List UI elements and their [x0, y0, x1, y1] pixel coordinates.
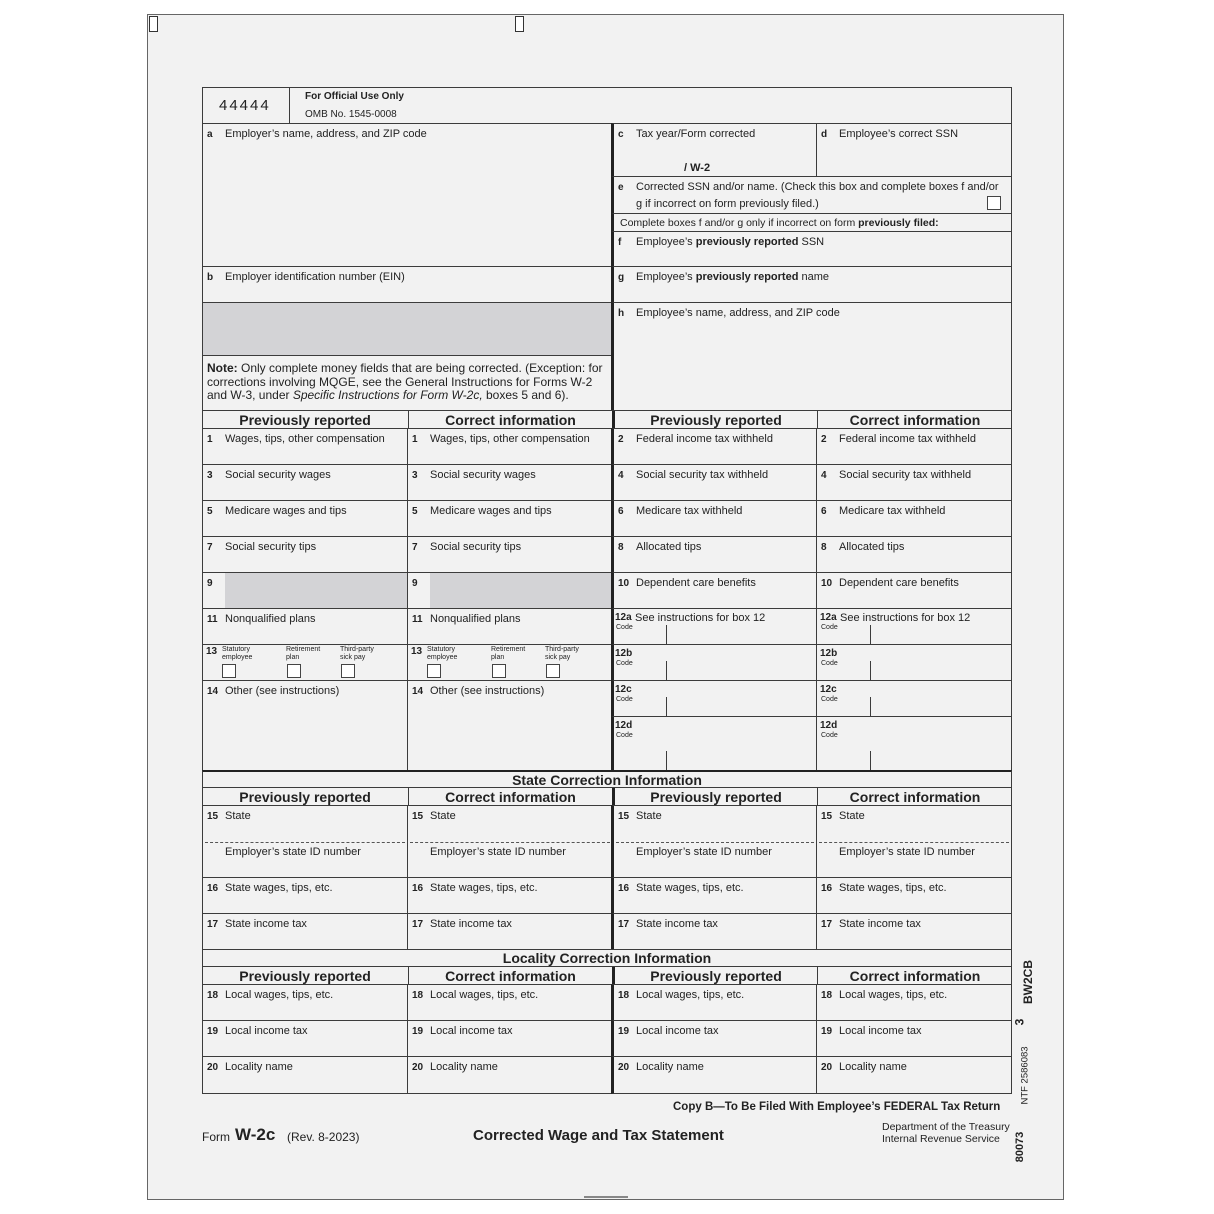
box-c-tax-year[interactable]: c Tax year/Form corrected / W-2 [611, 123, 817, 177]
box-11-correct[interactable]: 11 Nonqualified plans [407, 608, 612, 645]
box-18-correct-1[interactable]: 18 Local wages, tips, etc. [407, 984, 612, 1021]
box-20-correct-1[interactable]: 20 Locality name [407, 1056, 612, 1094]
box-b-ein[interactable]: b Employer identification number (EIN) [202, 266, 612, 303]
box-9-prev: 9 [202, 572, 408, 609]
side-code: BW2CB [1021, 960, 1035, 1004]
box-1-prev[interactable]: 1 Wages, tips, other compensation [202, 428, 408, 465]
locality-title: Locality Correction Information [502, 950, 712, 966]
box-14-prev[interactable]: 14 Other (see instructions) [202, 680, 408, 771]
box-18-prev-1[interactable]: 18 Local wages, tips, etc. [202, 984, 408, 1021]
retirement-checkbox[interactable] [492, 664, 506, 678]
box-10-correct[interactable]: 10 Dependent care benefits [816, 572, 1012, 609]
box-5-correct[interactable]: 5 Medicare wages and tips [407, 500, 612, 537]
box-7-correct[interactable]: 7 Social security tips [407, 536, 612, 573]
box-12c-correct[interactable]: 12c Code [816, 680, 1012, 717]
box-18-prev-2[interactable]: 18 Local wages, tips, etc. [611, 984, 817, 1021]
form-word: Form [202, 1130, 230, 1144]
side-ntf: NTF 2586083 [1019, 1046, 1031, 1105]
shaded-area [202, 302, 612, 356]
perforation-tab-left [149, 16, 158, 32]
box-20-prev-2[interactable]: 20 Locality name [611, 1056, 817, 1094]
box-e-checkbox[interactable] [987, 196, 1001, 210]
omb-number: OMB No. 1545-0008 [305, 109, 397, 120]
thirdparty-checkbox[interactable] [546, 664, 560, 678]
box-3-prev[interactable]: 3 Social security wages [202, 464, 408, 501]
box-19-prev-1[interactable]: 19 Local income tax [202, 1020, 408, 1057]
box-16-correct-1[interactable]: 16 State wages, tips, etc. [407, 877, 612, 914]
box-e-corrected: e Corrected SSN and/or name. (Check this box and complete boxes f and/or g if incorrect on form previously filed.) [611, 176, 1012, 214]
box-6-correct[interactable]: 6 Medicare tax withheld [816, 500, 1012, 537]
box-16-prev-2[interactable]: 16 State wages, tips, etc. [611, 877, 817, 914]
box-6-prev[interactable]: 6 Medicare tax withheld [611, 500, 817, 537]
box-12a-prev[interactable]: 12a See instructions for box 12 Code [611, 608, 817, 645]
box-19-correct-1[interactable]: 19 Local income tax [407, 1020, 612, 1057]
complete-note: Complete boxes f and/or g only if incorrect on form previously filed: [611, 213, 1012, 232]
box-f-prev-ssn[interactable]: f Employee’s previously reported SSN [611, 231, 1012, 267]
form-name: W-2c [235, 1125, 276, 1144]
box-15-correct-1[interactable]: 15 State Employer’s state ID number [407, 805, 612, 878]
box-e-label-2: g if incorrect on form previously filed.) [636, 198, 819, 210]
box-5-prev[interactable]: 5 Medicare wages and tips [202, 500, 408, 537]
state-title-band [202, 770, 1012, 788]
header-correct-2: Correct information [817, 411, 1012, 429]
w2-suffix: / W-2 [684, 162, 711, 174]
official-use-row [202, 87, 1012, 124]
form-title: Corrected Wage and Tax Statement [473, 1127, 724, 1144]
official-use-label: For Official Use Only [305, 91, 404, 102]
box-17-correct-2[interactable]: 17 State income tax [816, 913, 1012, 950]
statutory-checkbox[interactable] [222, 664, 236, 678]
box-17-prev-1[interactable]: 17 State income tax [202, 913, 408, 950]
box-4-correct[interactable]: 4 Social security tax withheld [816, 464, 1012, 501]
box-4-prev[interactable]: 4 Social security tax withheld [611, 464, 817, 501]
side-catalog: 80073 [1014, 1131, 1026, 1163]
box-12d-correct[interactable]: 12d Code [816, 716, 1012, 771]
copy-b-label: Copy B—To Be Filed With Employee’s FEDERAL Tax Return [673, 1101, 1001, 1113]
dept-treasury: Department of the Treasury [882, 1121, 1010, 1133]
retirement-checkbox[interactable] [287, 664, 301, 678]
box-14-correct[interactable]: 14 Other (see instructions) [407, 680, 612, 771]
note-text: Note: Only complete money fields that are being corrected. (Exception: for corrections involving MQGE, see the General Instructions for Forms W-2 and W-3, under Specific Instructions for Form W-2c, boxes 5 and 6). [202, 355, 612, 411]
box-12a-correct[interactable]: 12a See instructions for box 12 Code [816, 608, 1012, 645]
box-12b-prev[interactable]: 12b Code [611, 644, 817, 681]
box-16-correct-2[interactable]: 16 State wages, tips, etc. [816, 877, 1012, 914]
box-15-correct-2[interactable]: 15 State Employer’s state ID number [816, 805, 1012, 878]
box-16-prev-1[interactable]: 16 State wages, tips, etc. [202, 877, 408, 914]
box-17-correct-1[interactable]: 17 State income tax [407, 913, 612, 950]
header-correct-1: Correct information [408, 411, 612, 429]
header-prev-2: Previously reported [612, 411, 817, 429]
box-19-correct-2[interactable]: 19 Local income tax [816, 1020, 1012, 1057]
box-12c-prev[interactable]: 12c Code [611, 680, 817, 717]
box-18-correct-2[interactable]: 18 Local wages, tips, etc. [816, 984, 1012, 1021]
box-17-prev-2[interactable]: 17 State income tax [611, 913, 817, 950]
form-revision: (Rev. 8-2023) [287, 1130, 360, 1144]
box-13-correct: 13 Statutory employee Retirement plan Third-party sick pay [407, 644, 612, 681]
form-id: 44444 [219, 97, 271, 114]
box-20-prev-1[interactable]: 20 Locality name [202, 1056, 408, 1094]
box-11-prev[interactable]: 11 Nonqualified plans [202, 608, 408, 645]
locality-title-band [202, 949, 1012, 967]
box-h-employee-name[interactable]: h Employee’s name, address, and ZIP code [611, 302, 1012, 411]
box-9-correct: 9 [407, 572, 612, 609]
statutory-checkbox[interactable] [427, 664, 441, 678]
box-1-correct[interactable]: 1 Wages, tips, other compensation [407, 428, 612, 465]
side-number: 3 [1012, 1018, 1027, 1026]
perforation-tab-center [515, 16, 524, 32]
box-2-prev[interactable]: 2 Federal income tax withheld [611, 428, 817, 465]
state-headers: Previously reported Correct information Previously reported Correct information [202, 787, 1012, 806]
box-d-correct-ssn[interactable]: d Employee’s correct SSN [816, 123, 1012, 177]
box-12b-correct[interactable]: 12b Code [816, 644, 1012, 681]
bottom-tab-mark [584, 1196, 628, 1198]
thirdparty-checkbox[interactable] [341, 664, 355, 678]
box-13-prev: 13 Statutory employee Retirement plan Third-party sick pay [202, 644, 408, 681]
box-g-prev-name[interactable]: g Employee’s previously reported name [611, 266, 1012, 303]
box-12d-prev[interactable]: 12d Code [611, 716, 817, 771]
header-prev-1: Previously reported [239, 412, 371, 428]
money-headers [202, 410, 1012, 429]
box-8-prev[interactable]: 8 Allocated tips [611, 536, 817, 573]
box-7-prev[interactable]: 7 Social security tips [202, 536, 408, 573]
dept-irs: Internal Revenue Service [882, 1133, 1000, 1145]
box-3-correct[interactable]: 3 Social security wages [407, 464, 612, 501]
box-15-prev-2[interactable]: 15 State Employer’s state ID number [611, 805, 817, 878]
box-20-correct-2[interactable]: 20 Locality name [816, 1056, 1012, 1094]
locality-headers: Previously reported Correct information Previously reported Correct information [202, 966, 1012, 985]
box-19-prev-2[interactable]: 19 Local income tax [611, 1020, 817, 1057]
box-a-employer-name[interactable]: a Employer’s name, address, and ZIP code [202, 123, 612, 267]
box-2-correct[interactable]: 2 Federal income tax withheld [816, 428, 1012, 465]
box-8-correct[interactable]: 8 Allocated tips [816, 536, 1012, 573]
state-title: State Correction Information [512, 772, 702, 788]
box-15-prev-1[interactable]: 15 State Employer’s state ID number [202, 805, 408, 878]
box-10-prev[interactable]: 10 Dependent care benefits [611, 572, 817, 609]
